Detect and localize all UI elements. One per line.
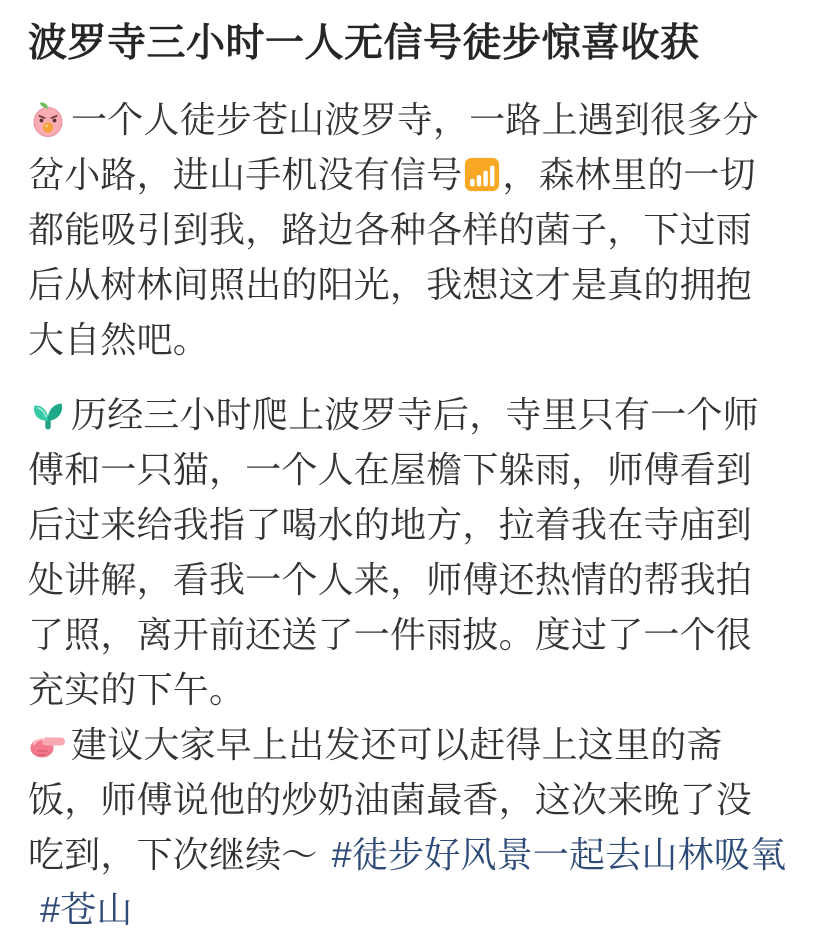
signal-bars-emoji [463, 155, 501, 193]
paragraph-2 [28, 387, 788, 717]
hashtag-link-cangshan[interactable]: #苍山 [40, 889, 133, 930]
post-title: 波罗寺三小时一人无信号徒步惊喜收获 [28, 22, 700, 65]
paragraph-3-text: 建议大家早上出发还可以赶得上这里的斋饭，师傅说他的炒奶油菌最香，这次来晚了没吃到，下次继续～ [28, 724, 753, 875]
paragraph-1 [28, 92, 788, 367]
peach-character-emoji [28, 99, 68, 139]
paragraph-1-text-cont: ，森林里的一切都能吸引到我，路边各种各样的菌子，下过雨后从树林间照出的阳光，我想这才是真的拥抱大自然吧。 [28, 154, 756, 360]
hashtag-link-hiking[interactable]: #徒步好风景一起去山林吸氧 [331, 834, 787, 875]
sprout-emoji [28, 394, 68, 434]
paragraph-3 [28, 717, 788, 937]
pointing-right-emoji [28, 724, 68, 764]
paragraph-1-text: 一个人徒步苍山波罗寺，一路上遇到很多分岔小路，进山手机没有信号 [28, 99, 759, 195]
paragraph-2-text: 历经三小时爬上波罗寺后，寺里只有一个师傅和一只猫，一个人在屋檐下躲雨，师傅看到后过来给我指了喝水的地方，拉着我在寺庙到处讲解，看我一个人来，师傅还热情的帮我拍了照，离开前还送了一件雨披。度过了一个很充实的下午。 [28, 394, 759, 710]
